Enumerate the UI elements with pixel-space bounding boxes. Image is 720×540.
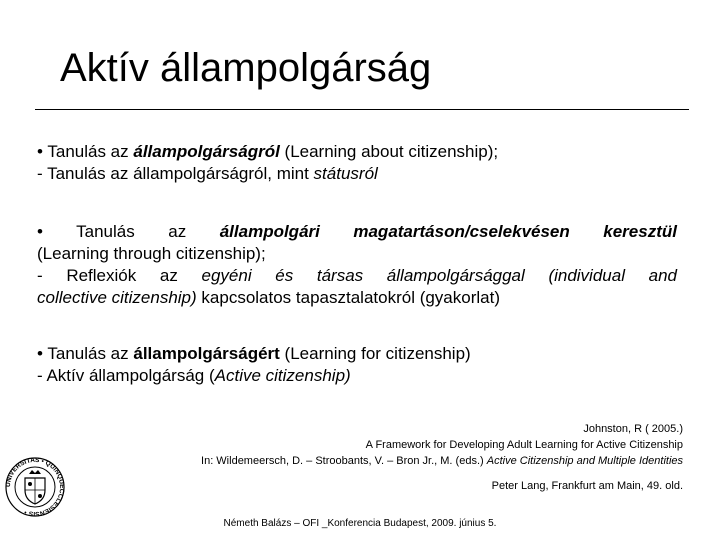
bullet-learning-about — [37, 141, 677, 185]
bullet-subline: - Aktív állampolgárság (Active citizenship) — [37, 366, 351, 385]
seal-ring-text: UNIVERSITAS • QUINQUECCLESIENSIS • — [4, 456, 66, 518]
university-seal-logo — [4, 450, 66, 524]
bullet-subline: - Tanulás az állampolgárságról, mint státusról — [37, 164, 378, 183]
bullet-subline-cont: collective citizenship) kapcsolatos tapasztalatokról (gyakorlat) — [37, 288, 500, 307]
bullet-line: • Tanulás az állampolgári magatartáson/cselekvésen keresztül — [37, 222, 677, 241]
reference-publisher: Peter Lang, Frankfurt am Main, 49. old. — [491, 480, 683, 492]
bullet-line: • Tanulás az állampolgárságról (Learning about citizenship); — [37, 142, 499, 161]
reference-publisher-block — [83, 478, 683, 494]
reference-author: Johnston, R ( 2005.) — [583, 423, 683, 435]
slide-title: Aktív állampolgárság — [60, 46, 432, 90]
bullet-subline: - Reflexiók az egyéni és társas állampolgársággal (individual and — [37, 266, 677, 285]
title-divider — [35, 109, 689, 110]
bullet-line-cont: (Learning through citizenship); — [37, 244, 266, 263]
bullet-learning-through — [37, 221, 677, 309]
reference-work: A Framework for Developing Adult Learning for Active Citizenship — [365, 439, 683, 451]
reference-block — [83, 421, 683, 469]
reference-source: In: Wildemeersch, D. – Stroobants, V. – Bron Jr., M. (eds.) Active Citizenship and Multiple Identities — [201, 455, 683, 467]
bullet-learning-for — [37, 343, 677, 387]
slide-footer: Németh Balázs – OFI _Konferencia Budapest, 2009. június 5. — [223, 518, 497, 529]
bullet-line: • Tanulás az állampolgárságért (Learning for citizenship) — [37, 344, 471, 363]
